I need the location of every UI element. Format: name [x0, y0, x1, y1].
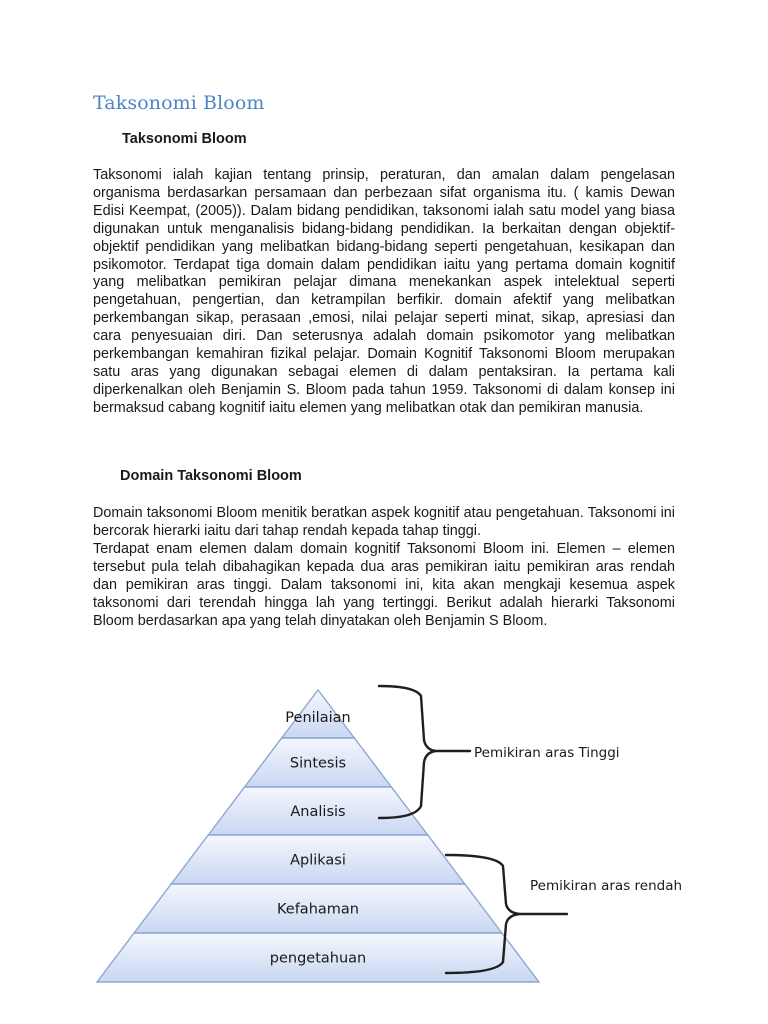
- intro-paragraph: Taksonomi ialah kajian tentang prinsip, peraturan, dan amalan dalam pengelasan organisma berdasarkan persamaan dan perbezaan sifat organisma itu. ( kamis Dewan Edisi Keempat, (2005)). Dalam bidang pendidikan, taksonomi ialah satu model yang biasa digunakan untuk menganalisis bidang-bidang pendidikan. Ia berkaitan dengan objektif-objektif pendidikan yang melibatkan bidang-bidang seperti pengetahuan, kesikapan dan psikomotor. Terdapat tiga domain dalam pendidikan iaitu yang pertama domain kognitif yang melibatkan pemikiran pelajar dimana menekankan aspek intelektual seperti pengetahuan, pengertian, dan ketrampilan berfikir. domain afektif yang melibatkan perkembangan sikap, perasaan ,emosi, nilai pelajar seperti minat, sikap, apresiasi dan cara penyesuaian diri. Dan seterusnya adalah domain psikomotor yang melibatkan perkembangan kemahiran fizikal pelajar. Domain Kognitif Taksonomi Bloom merupakan satu aras yang digunakan sebagai elemen di dalam pentaksiran. Ia pertama kali diperkenalkan oleh Benjamin S. Bloom pada tahun 1959. Taksonomi di dalam konsep ini bermaksud cabang kognitif iaitu elemen yang melibatkan otak dan pemikiran manusia.: [93, 167, 675, 416]
- section-heading-taksonomi: Taksonomi Bloom: [122, 131, 247, 147]
- section-heading-domain: Domain Taksonomi Bloom: [120, 468, 302, 484]
- pyramid-label-pengetahuan: pengetahuan: [269, 950, 367, 967]
- high-order-label: Pemikiran aras Tinggi: [474, 745, 620, 761]
- pyramid-label-aplikasi: Aplikasi: [290, 852, 346, 869]
- document-title: Taksonomi Bloom: [93, 92, 265, 114]
- pyramid-label-sintesis: Sintesis: [289, 755, 347, 772]
- domain-paragraph-1: Domain taksonomi Bloom menitik beratkan aspek kognitif atau pengetahuan. Taksonomi ini bercorak hierarki iaitu dari tahap rendah kepada tahap tinggi.: [93, 505, 675, 539]
- domain-paragraph-2: Terdapat enam elemen dalam domain kognitif Taksonomi Bloom ini. Elemen – elemen tersebut pula telah dibahagikan kepada dua aras pemikiran iaitu pemikiran aras rendah dan pemikiran aras tinggi. Dalam taksonomi ini, kita akan mengkaji kesemua aspek taksonomi dari terendah hingga lah yang tertinggi. Berikut adalah hierarki Taksonomi Bloom berdasarkan apa yang telah dinyatakan oleh Benjamin S Bloom.: [93, 541, 675, 629]
- pyramid-label-kefahaman: Kefahaman: [277, 901, 359, 918]
- pyramid-label-analisis: Analisis: [290, 804, 346, 820]
- bloom-pyramid-diagram: [0, 670, 768, 1024]
- low-order-label: Pemikiran aras rendah: [530, 878, 683, 894]
- pyramid-label-penilaian: Penilaian: [285, 710, 351, 726]
